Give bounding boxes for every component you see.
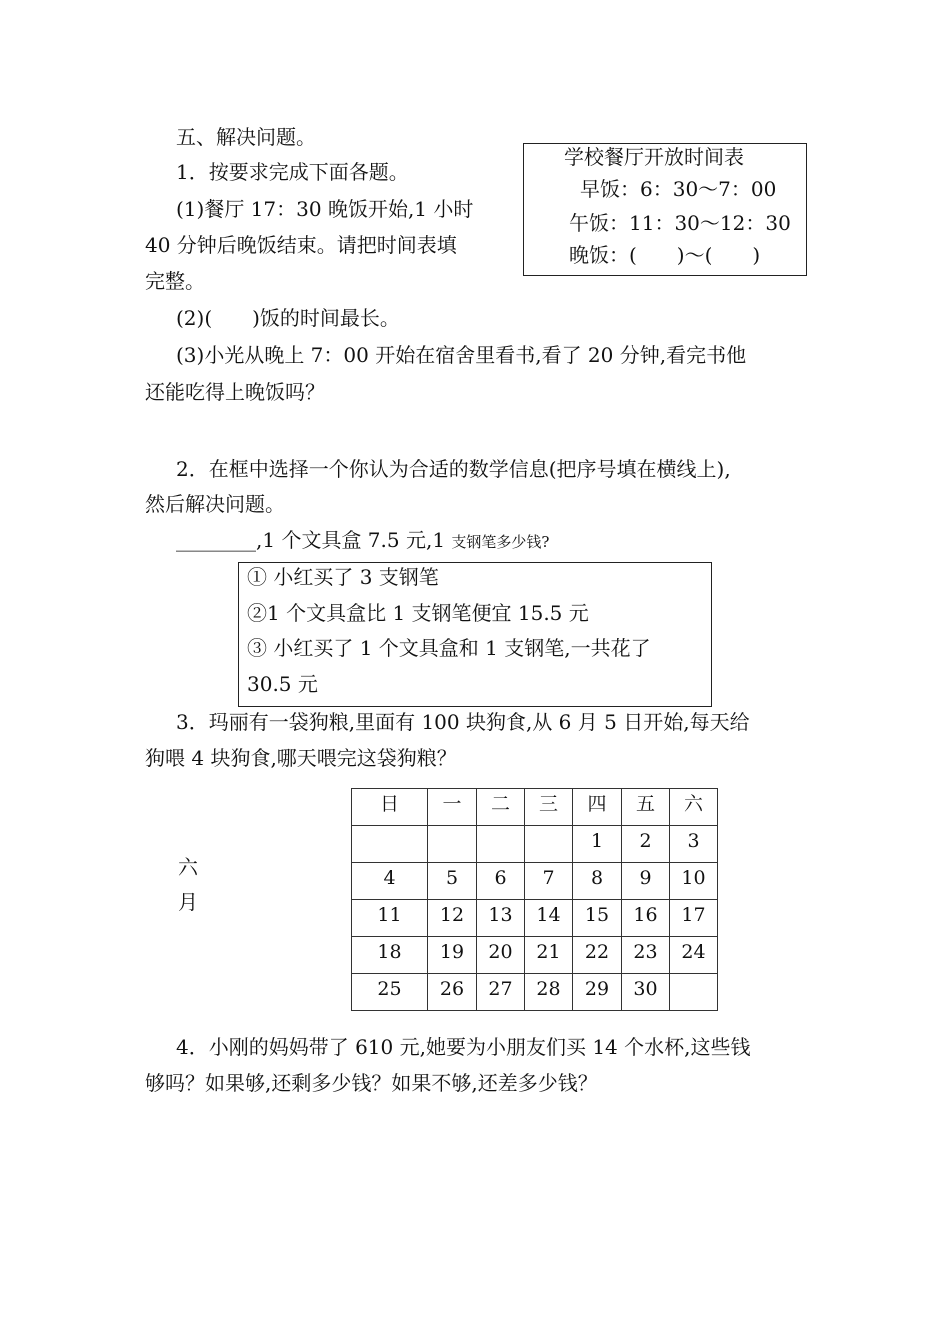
q4-line1: 4．小刚的妈妈带了 610 元,她要为小朋友们买 14 个水杯,这些钱 (176, 1035, 751, 1059)
q2-prompt-small: 支钢笔多少钱? (451, 533, 550, 551)
calendar-day: 20 (477, 937, 525, 974)
calendar-day (352, 826, 428, 863)
q1-part1-line1: (1)餐厅 17：30 晚饭开始,1 小时 (176, 197, 474, 221)
june-calendar (351, 788, 718, 1011)
q2-prompt-main: ,1 个文具盒 7.5 元,1 (256, 528, 452, 552)
calendar-day: 18 (352, 937, 428, 974)
weekday-wed: 三 (525, 789, 573, 826)
calendar-day: 8 (573, 863, 622, 900)
weekday-tue: 二 (477, 789, 525, 826)
weekday-fri: 五 (622, 789, 670, 826)
calendar-day: 1 (573, 826, 622, 863)
answer-blank[interactable]: ________ (176, 528, 256, 552)
q3-stem-line2: 狗喂 4 块狗食,哪天喂完这袋狗粮？ (145, 746, 457, 770)
calendar-day (525, 826, 573, 863)
weekday-mon: 一 (428, 789, 477, 826)
q1-part3-line1: (3)小光从晚上 7：00 开始在宿舍里看书,看了 20 分钟,看完书他 (176, 343, 747, 367)
q2-stem-line1: 2．在框中选择一个你认为合适的数学信息(把序号填在横线上), (176, 457, 731, 481)
calendar-day: 24 (670, 937, 718, 974)
calendar-day: 6 (477, 863, 525, 900)
calendar-week-row (352, 826, 718, 863)
q4-line2: 够吗？如果够,还剩多少钱？如果不够,还差多少钱？ (145, 1071, 598, 1095)
calendar-day: 14 (525, 900, 573, 937)
q1-part3-line2: 还能吃得上晚饭吗？ (145, 380, 325, 404)
schedule-lunch: 午饭：11：30～12：30 (569, 211, 791, 235)
calendar-day: 7 (525, 863, 573, 900)
calendar-day: 4 (352, 863, 428, 900)
calendar-day: 5 (428, 863, 477, 900)
weekday-sat: 六 (670, 789, 718, 826)
q2-prompt (176, 525, 549, 557)
calendar-day: 30 (622, 974, 670, 1011)
calendar-day: 26 (428, 974, 477, 1011)
month-label-char1: 六 (178, 855, 198, 879)
calendar-header-row (352, 789, 718, 826)
calendar-day: 19 (428, 937, 477, 974)
calendar-day (428, 826, 477, 863)
schedule-breakfast: 早饭：6：30～7：00 (580, 177, 777, 201)
month-label-char2: 月 (178, 890, 198, 914)
calendar-day: 10 (670, 863, 718, 900)
calendar-day: 15 (573, 900, 622, 937)
option-1: ① 小红买了 3 支钢笔 (247, 565, 439, 589)
option-2: ②1 个文具盒比 1 支钢笔便宜 15.5 元 (247, 601, 589, 625)
option-3-continued: 30.5 元 (247, 672, 318, 696)
calendar-week-row (352, 974, 718, 1011)
weekday-thu: 四 (573, 789, 622, 826)
q1-part1-line2: 40 分钟后晚饭结束。请把时间表填 (145, 233, 457, 257)
schedule-box (523, 143, 807, 276)
calendar-day: 13 (477, 900, 525, 937)
calendar-week-row (352, 937, 718, 974)
calendar-day: 21 (525, 937, 573, 974)
calendar-week-row (352, 900, 718, 937)
calendar-day: 17 (670, 900, 718, 937)
calendar-day: 23 (622, 937, 670, 974)
q1-part1-line3: 完整。 (145, 269, 205, 293)
schedule-dinner: 晚饭：( )～( ) (569, 243, 761, 267)
option-3: ③ 小红买了 1 个文具盒和 1 支钢笔,一共花了 (247, 636, 651, 660)
calendar-day: 25 (352, 974, 428, 1011)
calendar-day: 3 (670, 826, 718, 863)
calendar-day: 9 (622, 863, 670, 900)
info-options-box (238, 562, 712, 707)
q2-stem-line2: 然后解决问题。 (145, 492, 285, 516)
calendar-day: 2 (622, 826, 670, 863)
calendar-day: 28 (525, 974, 573, 1011)
weekday-sun: 日 (352, 789, 428, 826)
calendar-day: 16 (622, 900, 670, 937)
q1-part2: (2)( )饭的时间最长。 (176, 306, 400, 330)
calendar-week-row (352, 863, 718, 900)
calendar-day: 22 (573, 937, 622, 974)
calendar-day: 12 (428, 900, 477, 937)
q1-stem: 1．按要求完成下面各题。 (176, 160, 409, 184)
q3-stem-line1: 3．玛丽有一袋狗粮,里面有 100 块狗食,从 6 月 5 日开始,每天给 (176, 710, 750, 734)
schedule-title: 学校餐厅开放时间表 (564, 145, 744, 169)
calendar-day: 11 (352, 900, 428, 937)
calendar-day: 27 (477, 974, 525, 1011)
calendar-day (670, 974, 718, 1011)
calendar-day (477, 826, 525, 863)
calendar-day: 29 (573, 974, 622, 1011)
section-title: 五、解决问题。 (176, 125, 316, 149)
